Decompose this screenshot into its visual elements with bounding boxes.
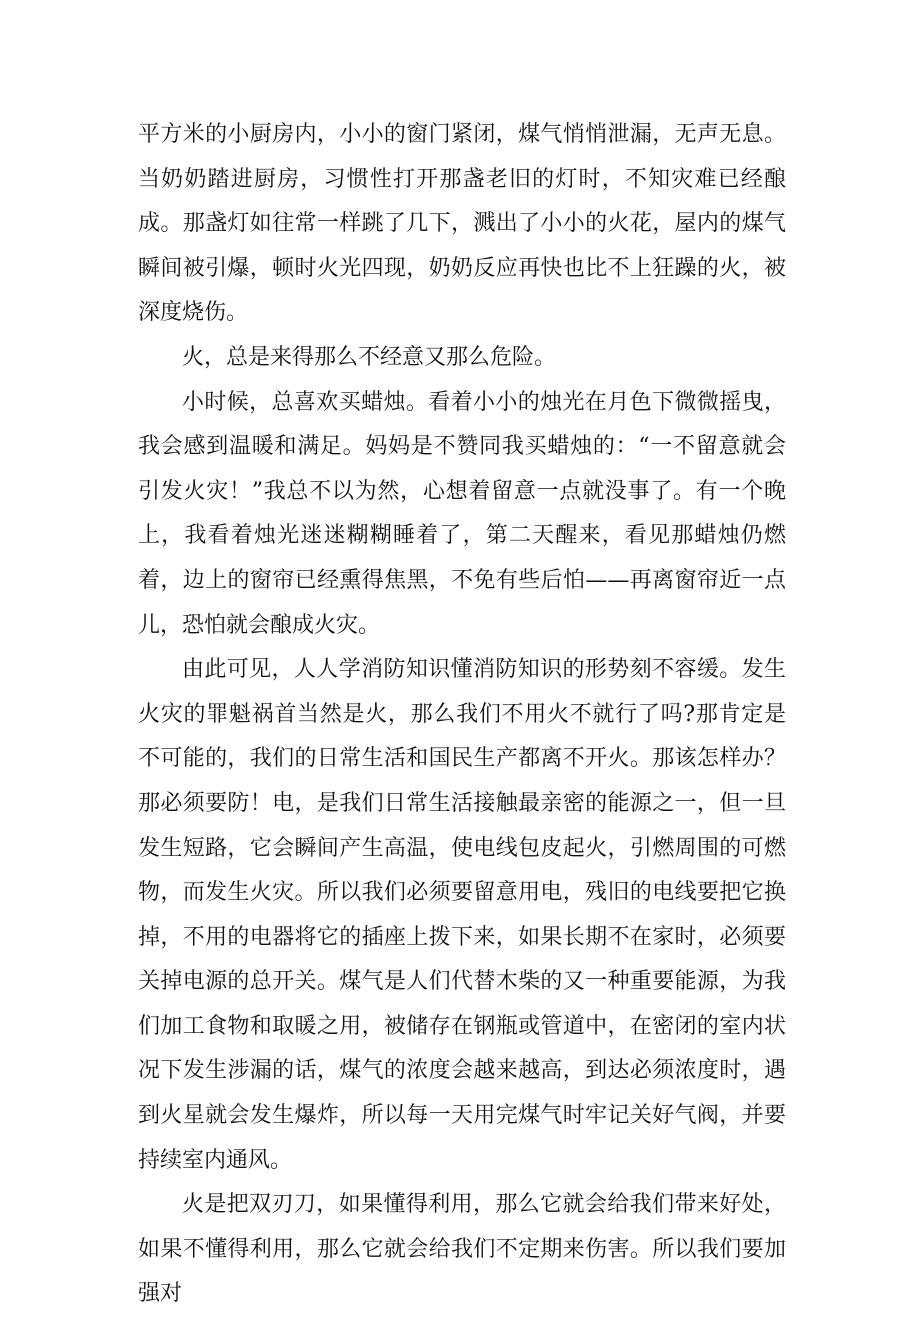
document-body xyxy=(138,113,786,1317)
paragraph-3: 小时候，总喜欢买蜡烛。看着小小的烛光在月色下微微摇曳，我会感到温暖和满足。妈妈是不赞同我买蜡烛的：“一不留意就会引发火灾！”我总不以为然，心想着留意一点就没事了。有一个晚上，我看着烛光迷迷糊糊睡着了，第二天醒来，看见那蜡烛仍燃着，边上的窗帘已经熏得焦黑，不免有些后怕——再离窗帘近一点儿，恐怕就会酿成火灾。 xyxy=(138,389,786,638)
paragraph-5: 火是把双刃刀，如果懂得利用，那么它就会给我们带来好处，如果不懂得利用，那么它就会给我们不定期来伤害。所以我们要加强对 xyxy=(138,1192,786,1307)
paragraph-4: 由此可见，人人学消防知识懂消防知识的形势刻不容缓。发生火灾的罪魁祸首当然是火，那么我们不用火不就行了吗?那肯定是不可能的，我们的日常生活和国民生产都离不开火。那该怎样办？那必须要防！电，是我们日常生活接触最亲密的能源之一，但一旦发生短路，它会瞬间产生高温，使电线包皮起火，引燃周围的可燃物，而发生火灾。所以我们必须要留意用电，残旧的电线要把它换掉，不用的电器将它的插座上拨下来，如果长期不在家时，必须要关掉电源的总开关。煤气是人们代替木柴的又一种重要能源，为我们加工食物和取暖之用，被储存在钢瓶或管道中，在密闭的室内状况下发生涉漏的话，煤气的浓度会越来越高，到达必须浓度时，遇到火星就会发生爆炸，所以每一天用完煤气时牢记关好气阀，并要持续室内通风。 xyxy=(138,657,786,1173)
paragraph-1: 平方米的小厨房内，小小的窗门紧闭，煤气悄悄泄漏，无声无息。当奶奶踏进厨房，习惯性打开那盏老旧的灯时，不知灾难已经酿成。那盏灯如往常一样跳了几下，溅出了小小的火花，屋内的煤气瞬间被引爆，顿时火光四现，奶奶反应再快也比不上狂躁的火，被深度烧伤。 xyxy=(138,122,786,326)
paragraph-2: 火，总是来得那么不经意又那么危险。 xyxy=(182,344,557,370)
